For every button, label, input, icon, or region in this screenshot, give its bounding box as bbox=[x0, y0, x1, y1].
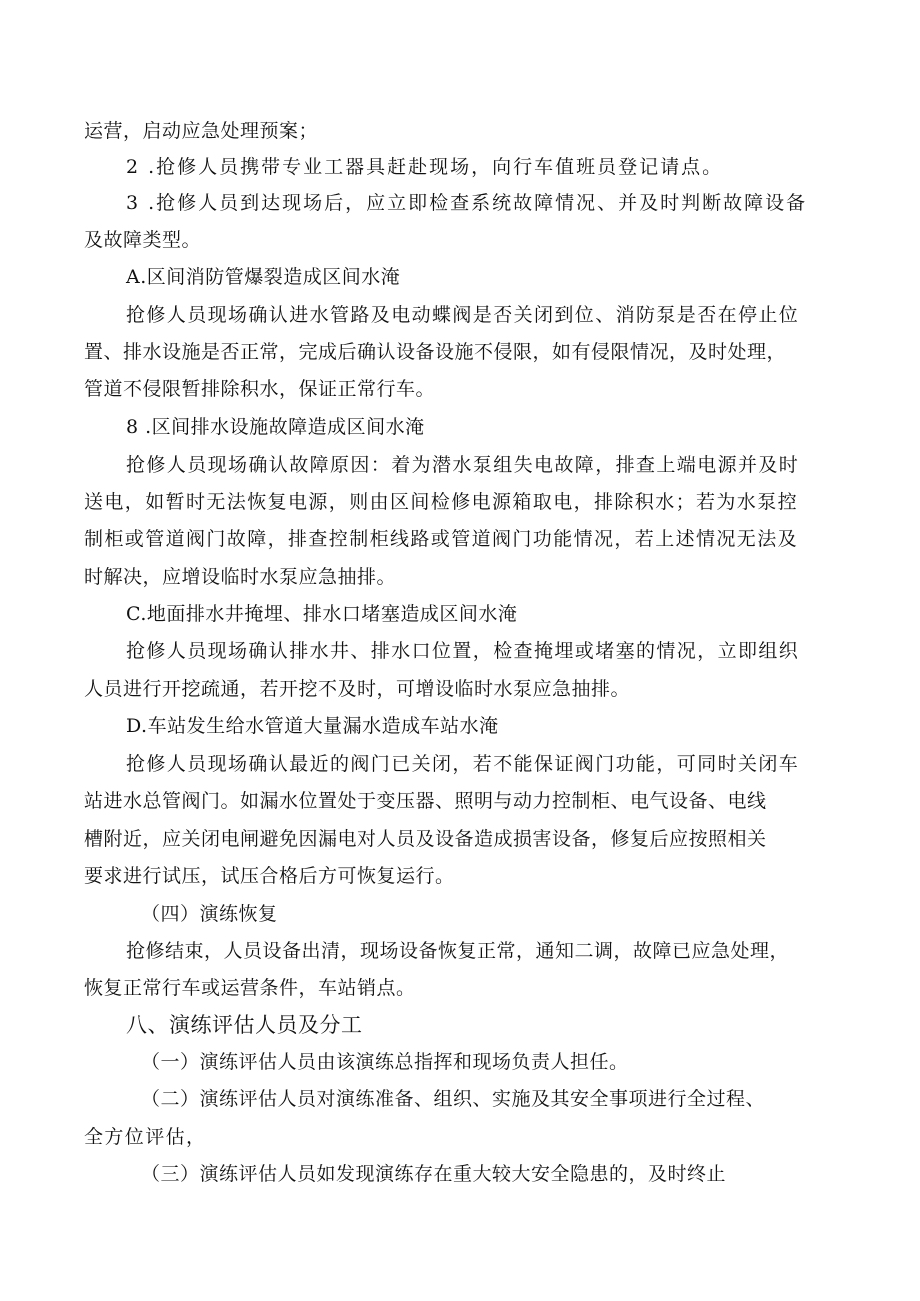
section-heading-4: （四）演练恢复 bbox=[141, 903, 278, 925]
text-line: 抢修人员现场确认进水管路及电动蝶阀是否关闭到位、消防泵是否在停止位 bbox=[126, 304, 800, 326]
list-item-2: （二）演练评估人员对演练准备、组织、实施及其安全事项进行全过程、 bbox=[141, 1088, 766, 1110]
text-line: 抢修结束，人员设备出清，现场设备恢复正常，通知二调，故障已应急处理， bbox=[126, 940, 790, 962]
subheading-8: 8 .区间排水设施故障造成区间水淹 bbox=[126, 416, 425, 438]
text-line: 制柜或管道阀门故障，排查控制柜线路或管道阀门功能情况，若上述情况无法及 bbox=[84, 528, 799, 550]
text-line: 送电，如暂时无法恢复电源，则由区间检修电源箱取电，排除积水；若为水泵控 bbox=[84, 491, 799, 513]
text-line: 全方位评估， bbox=[84, 1126, 207, 1148]
text-line: 要求进行试压，试压合格后方可恢复运行。 bbox=[84, 865, 455, 887]
text-line: 槽附近，应关闭电闸避免因漏电对人员及设备造成损害设备，修复后应按照相关 bbox=[84, 828, 767, 850]
subheading-a: A.区间消防管爆裂造成区间水淹 bbox=[126, 266, 401, 288]
list-item-2: 2 .抢修人员携带专业工器具赶赴现场，向行车值班员登记请点。 bbox=[126, 156, 724, 178]
list-item-3: （三）演练评估人员如发现演练存在重大较大安全隐患的，及时终止 bbox=[141, 1163, 727, 1185]
text-line: 置、排水设施是否正常，完成后确认设备设施不侵限，如有侵限情况，及时处理， bbox=[84, 341, 787, 363]
text-line: 恢复正常行车或运营条件，车站销点。 bbox=[84, 977, 416, 999]
subheading-d: D.车站发生给水管道大量漏水造成车站水淹 bbox=[126, 715, 499, 737]
text-line: 抢修人员现场确认故障原因：着为潜水泵组失电故障，排查上端电源并及时 bbox=[126, 454, 800, 476]
text-line: 站进水总管阀门。如漏水位置处于变压器、照明与动力控制柜、电气设备、电线 bbox=[84, 790, 767, 812]
list-item-3: 3 .抢修人员到达现场后，应立即检查系统故障情况、并及时判断故障设备 bbox=[126, 192, 808, 214]
text-line: 时解决，应增设临时水泵应急抽排。 bbox=[84, 566, 397, 588]
text-line: 及故障类型。 bbox=[84, 229, 202, 251]
text-line: 运营，启动应急处理预案； bbox=[84, 120, 319, 142]
text-line: 抢修人员现场确认最近的阀门已关闭，若不能保证阀门功能，可同时关闭车 bbox=[126, 753, 800, 775]
section-heading-8: 八、演练评估人员及分工 bbox=[126, 1013, 363, 1037]
text-line: 人员进行开挖疏通，若开挖不及时，可增设临时水泵应急抽排。 bbox=[84, 678, 631, 700]
text-line: 抢修人员现场确认排水井、排水口位置，检查掩埋或堵塞的情况，立即组织 bbox=[126, 640, 800, 662]
subheading-c: C.地面排水井掩埋、排水口堵塞造成区间水淹 bbox=[126, 603, 518, 625]
text-line: 管道不侵限暂排除积水，保证正常行车。 bbox=[84, 378, 436, 400]
list-item-1: （一）演练评估人员由该演练总指挥和现场负责人担任。 bbox=[141, 1051, 629, 1073]
